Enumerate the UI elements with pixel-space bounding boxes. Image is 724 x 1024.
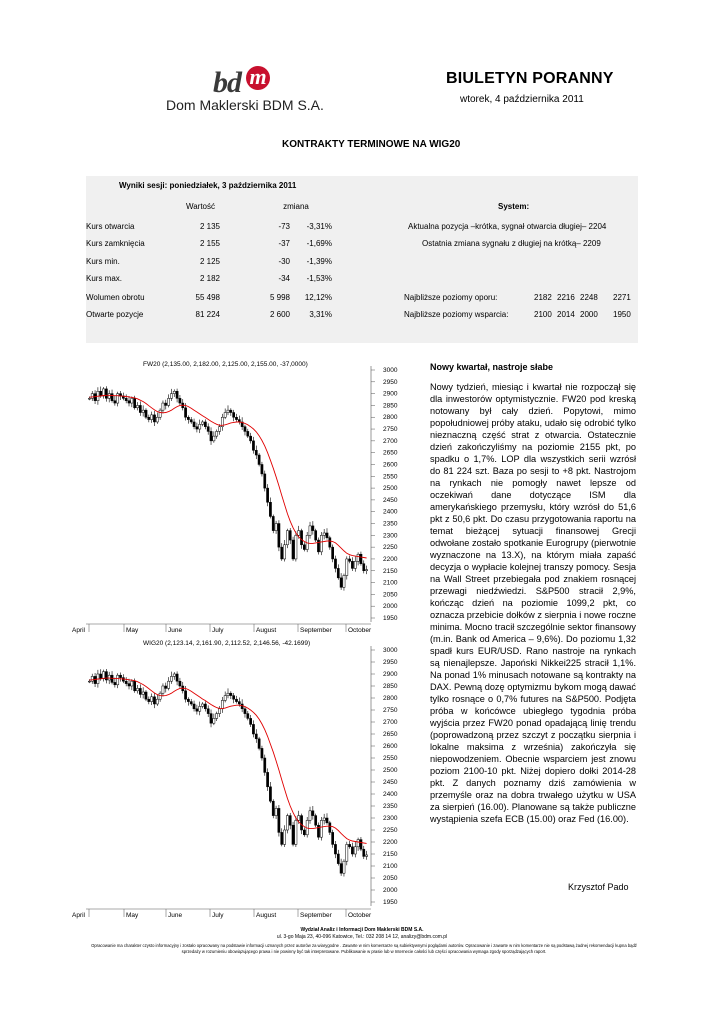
candle-body: [227, 410, 229, 412]
candle-body: [315, 531, 317, 540]
y-tick-label: 2250: [383, 544, 398, 552]
row-change: -37: [278, 239, 290, 248]
candle-body: [286, 816, 288, 830]
candle-body: [272, 516, 274, 530]
candle-body: [159, 693, 161, 699]
candle-body: [278, 524, 280, 548]
candle-body: [207, 709, 209, 714]
footer-title: Wydział Analiz i Informacji Dom Maklerski BDM S.A.: [300, 927, 424, 933]
candle-body: [272, 801, 274, 815]
candle-body: [210, 714, 212, 724]
company-name: Dom Maklerski BDM S.A.: [166, 97, 324, 113]
y-tick-label: 2800: [383, 695, 398, 702]
y-tick-label: 2450: [383, 779, 398, 786]
candle-body: [170, 676, 172, 681]
candle-body: [235, 699, 237, 701]
candle-body: [233, 413, 235, 418]
section-title: KONTRAKTY TERMINOWE NA WIG20: [282, 139, 461, 150]
candle-body: [261, 464, 263, 473]
x-tick-label: September: [300, 912, 332, 919]
candle-body: [162, 403, 164, 410]
candle-body: [117, 394, 119, 403]
y-tick-label: 2350: [383, 803, 398, 810]
candle-body: [269, 502, 271, 516]
candle-body: [346, 559, 348, 576]
candle-body: [216, 431, 218, 436]
candle-body: [252, 724, 254, 734]
candle-body: [218, 709, 220, 714]
candle-body: [298, 531, 300, 536]
candle-body: [360, 554, 362, 563]
y-tick-label: 2400: [383, 508, 398, 516]
x-tick-label: May: [126, 627, 139, 634]
y-tick-label: 2200: [383, 839, 398, 846]
candle-body: [300, 531, 302, 545]
row-change: 2 600: [269, 310, 290, 319]
y-tick-label: 2950: [383, 378, 398, 386]
x-tick-label: May: [126, 912, 139, 919]
candle-body: [213, 436, 215, 441]
candle-body: [156, 417, 158, 422]
candle-body: [201, 422, 203, 424]
col-header-change: zmiana: [283, 202, 309, 211]
y-tick-label: 2750: [383, 426, 398, 434]
candle-body: [88, 681, 90, 682]
x-tick-label: September: [300, 627, 332, 634]
support-level: 2000: [580, 310, 598, 319]
candle-body: [111, 394, 113, 401]
candle-body: [295, 820, 297, 844]
candle-body: [286, 531, 288, 545]
candle-body: [258, 739, 260, 749]
bulletin-date: wtorek, 4 października 2011: [460, 94, 584, 105]
row-change: 5 998: [269, 293, 290, 302]
candle-body: [165, 403, 167, 405]
candle-body: [281, 547, 283, 559]
candle-body: [312, 526, 314, 531]
candle-body: [100, 674, 102, 679]
row-value: 81 224: [195, 310, 220, 319]
candle-body: [275, 808, 277, 815]
y-tick-label: 2600: [383, 461, 398, 469]
candle-body: [250, 718, 252, 724]
candle-body: [283, 830, 285, 844]
candle-body: [151, 415, 153, 420]
candle-body: [134, 398, 136, 407]
row-change: -73: [278, 222, 290, 231]
row-value: 2 155: [199, 239, 220, 248]
candle-body: [159, 410, 161, 417]
candle-body: [337, 568, 339, 577]
y-tick-label: 2500: [383, 767, 398, 774]
candle-body: [136, 405, 138, 407]
candle-body: [351, 847, 353, 854]
candle-body: [187, 417, 189, 419]
resistance-label: Najbliższe poziomy oporu:: [404, 293, 498, 302]
candle-body: [139, 405, 141, 412]
row-label: Wolumen obrotu: [86, 293, 145, 302]
candle-body: [312, 811, 314, 816]
row-change-pct: -3,31%: [306, 222, 332, 231]
candle-body: [165, 686, 167, 688]
candle-body: [343, 575, 345, 587]
y-tick-label: 1950: [383, 899, 398, 906]
candle-body: [334, 844, 336, 854]
candle-body: [329, 823, 331, 833]
candle-body: [190, 702, 192, 704]
candle-body: [153, 697, 155, 704]
candle-body: [283, 545, 285, 559]
y-tick-label: 2150: [383, 567, 398, 575]
candle-body: [255, 450, 257, 455]
y-tick-label: 3000: [383, 647, 398, 654]
y-tick-label: 2300: [383, 532, 398, 540]
chart-title: WIG20 (2,123.14, 2,161.90, 2,112.52, 2,146.56, -42.1699): [143, 640, 311, 647]
col-header-value: Wartość: [185, 202, 216, 211]
candle-body: [323, 533, 325, 535]
candle-body: [281, 832, 283, 844]
x-tick-label: July: [212, 627, 224, 634]
candle-body: [117, 675, 119, 685]
candle-body: [119, 675, 121, 677]
candle-body: [145, 692, 147, 699]
candle-body: [244, 427, 246, 432]
x-tick-label: July: [212, 912, 224, 919]
support-level: 1950: [613, 310, 631, 319]
candle-body: [363, 564, 365, 571]
candle-body: [230, 693, 232, 695]
y-tick-label: 2100: [383, 863, 398, 870]
y-tick-label: 2850: [383, 683, 398, 690]
support-level: 2100: [534, 310, 552, 319]
row-change-pct: -1,53%: [306, 274, 332, 283]
candle-body: [250, 436, 252, 441]
y-tick-label: 2050: [383, 591, 398, 599]
y-tick-label: 2550: [383, 473, 398, 481]
candle-body: [142, 692, 144, 694]
candle-body: [173, 674, 175, 676]
article-body: Nowy tydzień, miesiąc i kwartał nie rozpoczął się dla inwestorów optymistycznie. FW20 pod kreską notowany był cały dzień. Popytowi, mimo popołudniowej próby ataku, udało się odrobić tylko nieznaczną część strat z otwarcia. Ostatecznie dzień zakończyliśmy na poziomie 2155 pkt, po spadku o 1,7%. LOP dla wszystkich serii wzrósł do 81 224 szt. Baza po sesji to +8 pkt. Nastrojom na rynkach nie pomogły nawet lepsze od oczekiwań dane dotyczące ISM dla amerykańskiego przemysłu, który wzrósł do 51,6 pkt z 50,6 pkt. Do czasu przygotowania raportu na temat bieżącej sytuacji finansowej Grecji odwołane zostało spotkanie Eurogrupy (pierwotnie wyznaczone na 13.X), na którym miała zapaść decyzja o wypłacie kolejnej transzy pomocy. Sesja na Wall Street przebiegała pod znakiem rosnącej przewagi niedźwiedzi. S&P500 stracił 2,9%, kończąc dzień na poziomie 1099,2 pkt, co oznacza przebicie dołków z sierpnia i nowe roczne minima. Mocno tracił szczególnie sektor finansowy (m.in. Bank od America – 9,6%). Do poziomu 1,32 spadł kurs EUR/USD. Rano nastroje na rynkach są nienajlepsze. Japoński Nikkei225 stracił 1,1%. Na ponad 1% minusach notowane są kontrakty na DAX. Pewną dozę optymizmu bykom mogą dawać tylko rosnące o 0,7% futures na S&P500. Podjęta próba w końcówce ubiegłego tygodnia próba wyjścia przez FW20 ponad opadającą linię trendu (poprowadzoną przez szczyt z początku sierpnia i lokalne maksima z września) zakończyła się niepowodzeniem. Obecnie wsparciem jest znowu poziom 2100-10 pkt. Niżej dopiero dołki 2014-28 pkt. Z danych poznamy dziś zamówienia w przemyśle oraz na dobra trwałego użytku w USA za sierpień (16.00). Planowane są także publiczne wystąpienia szefa ECB (15.00) oraz Fed (16.00).: [430, 382, 636, 824]
candle-body: [233, 696, 235, 700]
candle-body: [266, 772, 268, 786]
y-tick-label: 2600: [383, 743, 398, 750]
y-tick-label: 1950: [383, 615, 398, 622]
row-value: 2 125: [199, 257, 220, 266]
candle-body: [153, 415, 155, 422]
x-tick-label: June: [168, 912, 183, 919]
y-tick-label: 2150: [383, 851, 398, 858]
row-label: Kurs otwarcia: [86, 222, 135, 231]
candle-body: [320, 820, 322, 837]
candle-body: [235, 417, 237, 419]
candle-body: [298, 816, 300, 821]
system-line-current: Aktualna pozycja –krótka, sygnał otwarcia długiej– 2204: [408, 222, 607, 231]
support-level: 2014: [557, 310, 575, 319]
candle-body: [238, 702, 240, 704]
y-tick-label: 2650: [383, 731, 398, 738]
candle-body: [261, 748, 263, 758]
y-tick-label: 2900: [383, 390, 398, 398]
y-tick-label: 2250: [383, 827, 398, 834]
y-tick-label: 2650: [383, 449, 398, 457]
candle-body: [210, 431, 212, 440]
candle-body: [88, 398, 90, 399]
candle-body: [255, 734, 257, 739]
candle-body: [221, 700, 223, 708]
resistance-level: 2216: [557, 293, 575, 302]
candle-body: [247, 431, 249, 436]
row-change-pct: -1,69%: [306, 239, 332, 248]
candle-body: [184, 408, 186, 417]
candle-body: [365, 570, 367, 571]
candle-body: [309, 526, 311, 535]
x-tick-label: October: [348, 627, 372, 634]
candle-body: [168, 398, 170, 405]
y-tick-label: 2350: [383, 520, 398, 528]
logo-m-badge: m: [246, 66, 270, 90]
candle-body: [196, 427, 198, 429]
candle-body: [100, 391, 102, 396]
candle-body: [351, 561, 353, 568]
candle-body: [365, 855, 367, 856]
candle-body: [340, 864, 342, 874]
candle-body: [360, 840, 362, 850]
candle-body: [190, 420, 192, 422]
candle-body: [193, 704, 195, 709]
candle-body: [108, 675, 110, 680]
candle-body: [184, 691, 186, 699]
row-label: Kurs min.: [86, 257, 120, 266]
y-tick-label: 3000: [383, 367, 398, 374]
row-change: -30: [278, 257, 290, 266]
x-tick-label: August: [256, 912, 277, 919]
candle-body: [142, 410, 144, 412]
article-author: Krzysztof Pado: [568, 882, 629, 892]
candle-body: [354, 561, 356, 568]
candle-body: [139, 688, 141, 694]
row-change-pct: 3,31%: [309, 310, 332, 319]
candle-body: [128, 684, 130, 686]
candle-body: [269, 787, 271, 801]
candle-body: [337, 854, 339, 864]
y-tick-label: 2050: [383, 875, 398, 882]
x-tick-label: August: [256, 627, 277, 634]
candle-body: [266, 488, 268, 502]
candle-body: [332, 832, 334, 844]
col-header-system: System:: [498, 202, 530, 211]
y-tick-label: 2850: [383, 402, 398, 410]
y-tick-label: 2500: [383, 485, 398, 493]
candle-body: [332, 547, 334, 559]
candle-body: [289, 531, 291, 540]
article-title: Nowy kwartał, nastroje słabe: [430, 362, 554, 372]
candle-body: [125, 681, 127, 683]
candle-body: [204, 422, 206, 427]
candle-body: [204, 704, 206, 709]
y-tick-label: 2300: [383, 815, 398, 822]
y-tick-label: 2000: [383, 887, 398, 894]
candle-body: [289, 816, 291, 826]
candle-body: [131, 398, 133, 403]
candle-body: [108, 394, 110, 399]
x-tick-label: June: [168, 627, 183, 634]
candle-body: [244, 709, 246, 714]
logo-letters: bd: [213, 66, 241, 99]
candle-body: [343, 861, 345, 873]
y-tick-label: 2700: [383, 719, 398, 726]
y-tick-label: 2100: [383, 579, 398, 587]
candle-body: [292, 540, 294, 559]
candle-body: [193, 422, 195, 427]
candle-body: [168, 681, 170, 688]
candle-body: [326, 533, 328, 538]
candle-body: [199, 424, 201, 429]
y-tick-label: 2950: [383, 659, 398, 666]
candle-body: [136, 688, 138, 690]
candle-body: [317, 825, 319, 837]
bulletin-title: BIULETYN PORANNY: [446, 70, 614, 87]
row-label: Kurs zamknięcia: [86, 239, 145, 248]
candle-body: [357, 840, 359, 847]
candle-body: [224, 696, 226, 701]
candle-body: [199, 706, 201, 711]
row-change-pct: -1,39%: [306, 257, 332, 266]
candle-body: [105, 672, 107, 680]
candle-body: [128, 401, 130, 403]
candle-body: [162, 686, 164, 693]
candle-body: [354, 847, 356, 854]
y-tick-label: 2900: [383, 671, 398, 678]
candle-body: [252, 441, 254, 450]
candle-body: [340, 578, 342, 587]
candle-body: [363, 849, 365, 856]
candle-body: [295, 535, 297, 559]
candle-body: [264, 474, 266, 488]
candle-body: [176, 674, 178, 681]
candle-body: [326, 818, 328, 823]
candle-body: [102, 672, 104, 679]
candle-body: [329, 538, 331, 547]
resistance-level: 2248: [580, 293, 598, 302]
candle-body: [309, 811, 311, 821]
candle-body: [218, 427, 220, 432]
candle-body: [91, 394, 93, 399]
footer-address: ul. 3-go Maja 23, 40-096 Katowice, Tel.: 032 208 14 12, analizy@bdm.com.pl: [276, 934, 448, 940]
system-line-last-change: Ostatnia zmiana sygnału z długiej na krótką– 2209: [422, 239, 601, 248]
candle-body: [334, 559, 336, 568]
row-change: -34: [278, 274, 290, 283]
candle-body: [105, 389, 107, 398]
candle-body: [300, 816, 302, 830]
resistance-level: 2271: [613, 293, 631, 302]
row-value: 2 182: [199, 274, 220, 283]
chart-title: FW20 (2,135.00, 2,182.00, 2,125.00, 2,155.00, -37,0000): [143, 361, 308, 368]
candle-body: [156, 699, 158, 704]
candle-body: [349, 844, 351, 846]
y-tick-label: 2800: [383, 414, 398, 422]
candle-body: [303, 545, 305, 550]
candle-body: [315, 816, 317, 826]
support-label: Najbliższe poziomy wsparcia:: [404, 310, 509, 319]
candle-body: [323, 818, 325, 820]
y-tick-label: 2450: [383, 496, 398, 504]
row-value: 55 498: [195, 293, 220, 302]
candle-body: [216, 714, 218, 719]
candle-body: [292, 825, 294, 844]
candle-body: [151, 697, 153, 702]
candle-body: [247, 714, 249, 719]
candle-body: [91, 676, 93, 681]
y-tick-label: 2400: [383, 791, 398, 798]
candle-body: [196, 709, 198, 711]
y-tick-label: 2550: [383, 755, 398, 762]
candle-body: [303, 830, 305, 835]
session-results-table: [86, 176, 638, 343]
candle-body: [320, 535, 322, 552]
resistance-level: 2182: [534, 293, 552, 302]
candle-body: [213, 718, 215, 723]
price-charts: [72, 356, 406, 932]
y-tick-label: 2000: [383, 603, 398, 611]
candle-body: [114, 682, 116, 684]
candle-body: [278, 808, 280, 832]
x-tick-label: October: [348, 912, 372, 919]
candle-body: [102, 389, 104, 396]
row-change-pct: 12,12%: [304, 293, 332, 302]
candle-body: [264, 758, 266, 772]
candle-body: [201, 704, 203, 706]
candle-body: [346, 844, 348, 861]
candle-body: [207, 427, 209, 432]
y-tick-label: 2750: [383, 707, 398, 714]
candle-body: [134, 681, 136, 691]
row-value: 2 135: [199, 222, 220, 231]
table-heading: Wyniki sesji: poniedziałek, 3 października 2011: [119, 181, 297, 190]
candle-body: [131, 681, 133, 686]
candle-body: [258, 455, 260, 464]
footer-disclaimer: Opracowanie ma charakter czysto informacyjny i zostało opracowany na podstawie informacji uznanych przez autorów za wiarygodne . Zawarte w nim komentarze są subiektywnymi poglądami autorów. Opracowanie i zawarte w nim komentarze nie są podstawą żadnej rekomendacji kupna bądź sprzedaży w rozumieniu obowiązującego prawa i nie powinny być tak interpretowane. Publikowanie w prasie lub w Internecie całości lub części opracowania wymaga zgody sporządzających raport.: [91, 943, 637, 954]
candle-body: [187, 699, 189, 701]
candle-body: [148, 699, 150, 701]
candle-body: [170, 394, 172, 399]
candle-body: [148, 417, 150, 419]
candle-body: [230, 410, 232, 412]
x-tick-label: April: [72, 912, 86, 919]
x-tick-label: April: [72, 627, 86, 634]
candle-body: [114, 401, 116, 403]
row-label: Otwarte pozycje: [86, 310, 144, 319]
candle-body: [179, 681, 181, 686]
row-label: Kurs max.: [86, 274, 123, 283]
candle-body: [145, 410, 147, 417]
candle-body: [173, 391, 175, 393]
y-tick-label: 2200: [383, 555, 398, 563]
y-tick-label: 2700: [383, 437, 398, 445]
candle-body: [224, 413, 226, 418]
candle-body: [227, 693, 229, 695]
candle-body: [176, 391, 178, 398]
candle-body: [275, 524, 277, 531]
candle-body: [125, 398, 127, 400]
candle-body: [349, 559, 351, 561]
candle-body: [179, 398, 181, 403]
candle-body: [357, 554, 359, 561]
